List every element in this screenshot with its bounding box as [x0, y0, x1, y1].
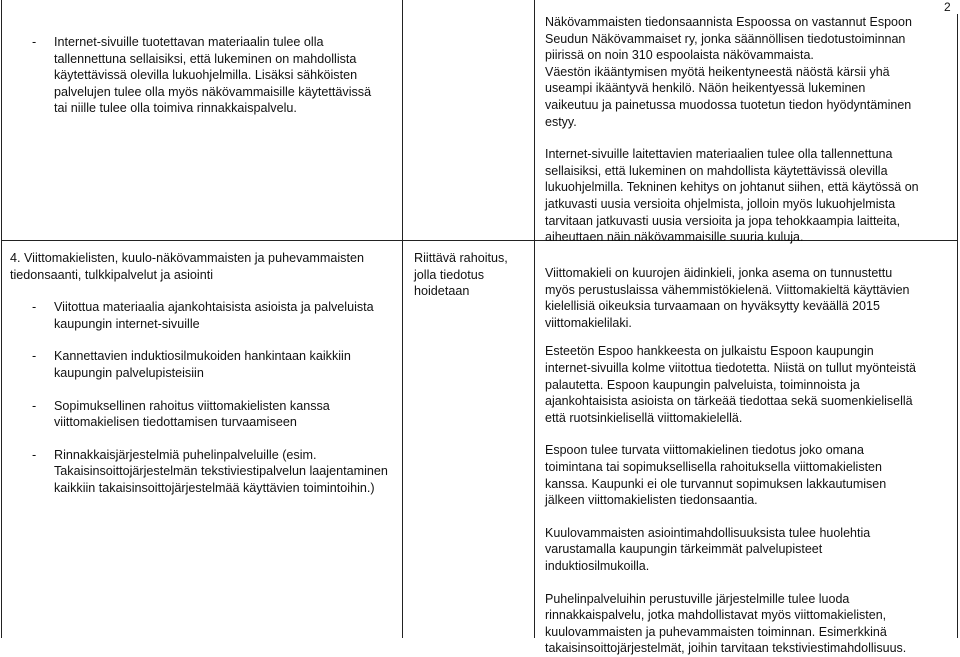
bullet-item [32, 348, 398, 381]
paragraph: Kuulovammaisten asiointimahdollisuuksista tulee huolehtia varustamalla kaupungin tärkeimmät palvelupisteet induktiosilmukoilla. [545, 525, 871, 573]
paragraph: Internet-sivuille laitettavien materiaalien tulee olla tallennettuna sellaisiksi, että lukeminen on mahdollista käytettävissä olevilla lukuohjelmilla. Tekninen kehitys on johtanut siihen, että käytössä on jatkuvasti uusia versioita ohjelmista, jolloin myös lukuohjelmista tarvitaan jatkuvasti uusia versioita ja jopa tehokkaampia laitteita, aiheuttaen näin näkövammaisille suuria kuluja. [545, 147, 919, 245]
table-border-right [957, 14, 958, 638]
paragraph: Näkövammaisten tiedonsaannista Espoossa on vastannut Espoon Seudun Näkövammaiset ry, jonka säännöllisen tiedotustoiminnan piirissä on noin 310 espoolaista näkövammaista. [545, 15, 912, 63]
funding-note: Riittävä rahoitus, jolla tiedotus hoidetaan [414, 251, 508, 299]
bullet-text: Kannettavien induktiosilmukoiden hankintaan kaikkiin kaupungin palvelupisteisiin [54, 349, 351, 380]
bullet-text: Internet-sivuille tuotettavan materiaalin tulee olla tallennettuna sellaisiksi, että lukeminen on mahdollista käytettävissä olevilla lukuohjelmilla. Lisäksi sähköisten palvelujen tulee olla myös näkövammaisille käytettävissä tai niille tulee olla toimiva rinnakkaispalvelu. [54, 35, 372, 116]
bullet-item [32, 34, 394, 117]
row1-col1 [32, 34, 394, 117]
paragraph: Puhelinpalveluihin perustuville järjestelmille tulee luoda rinnakkaispalvelu, jotka mahdollistavat myös viittomakielisten, kuulovammaisten ja puhevammaisten toiminnan. Esimerkkinä takaisinsoittojärjestelmät, joihin tarvitaan tekstiviestimahdollisuus. [545, 591, 907, 656]
bullet-dash: - [32, 447, 37, 462]
bullet-text: Viitottua materiaalia ajankohtaisista asioista ja palveluista kaupungin internet-sivuille [54, 300, 374, 331]
paragraph: Viittomakieli on kuurojen äidinkieli, jonka asema on tunnustettu myös perustuslaissa vähemmistökielenä. Viittomakieltä käyttävien kielellisiä oikeuksia turvaamaan on hyväksytty keväällä 2015 viittomakielilaki. [545, 266, 910, 330]
row2-col1 [10, 250, 398, 497]
table-divider-col1 [402, 0, 403, 638]
row1-col3 [545, 14, 955, 246]
paragraph: Espoon tulee turvata viittomakielinen tiedotus joko omana toimintana tai sopimuksellisella rahoituksella viittomakielisten kanssa. Kaupunki ei ole turvannut sopimuksen lakkautumisen jälkeen viittomakielisten tiedonsaantia. [545, 443, 887, 508]
table-border-left [1, 0, 2, 638]
row2-col2 [414, 250, 532, 300]
paragraph: Väestön ikääntymisen myötä heikentyneestä näöstä kärsii yhä useampi ikääntyvä henkilö. Näön heikentyessä lukeminen vaikeutuu ja painetussa muodossa tuotetun tiedon hyödyntäminen estyy. [545, 64, 912, 129]
table-divider-col2 [534, 0, 535, 638]
bullet-item [32, 398, 398, 431]
bullet-item [32, 299, 398, 332]
page-number: 2 [944, 0, 951, 14]
bullet-dash: - [32, 398, 37, 413]
section-heading: 4. Viittomakielisten, kuulo-näkövammaisten ja puhevammaisten tiedonsaanti, tulkkipalvelut ja asiointi [10, 251, 364, 282]
bullet-dash: - [32, 35, 37, 49]
bullet-dash: - [32, 300, 37, 315]
bullet-item [32, 447, 398, 497]
bullet-dash: - [32, 349, 37, 364]
bullet-text: Sopimuksellinen rahoitus viittomakielisten kanssa viittomakielisen tiedottamisen turvaamiseen [54, 398, 330, 430]
row2-col3 [545, 265, 955, 657]
paragraph: Esteetön Espoo hankkeesta on julkaistu Espoon kaupungin internet-sivuilla kolme viitottua tiedotetta. Niistä on tullut myönteistä palautetta. Espoon kaupungin palveluista, toiminnoista ja ajankohtaisista asioista on tärkeää tiedottaa sekä suomenkielisellä että ruotsinkielisellä viittomakielellä. [545, 344, 917, 425]
bullet-text: Rinnakkaisjärjestelmiä puhelinpalveluille (esim. Takaisinsoittojärjestelmän tekstiviestipalvelun laajentaminen kaikkiin takaisinsoittojärjestelmää käyttävien toimintoihin.) [54, 447, 388, 495]
